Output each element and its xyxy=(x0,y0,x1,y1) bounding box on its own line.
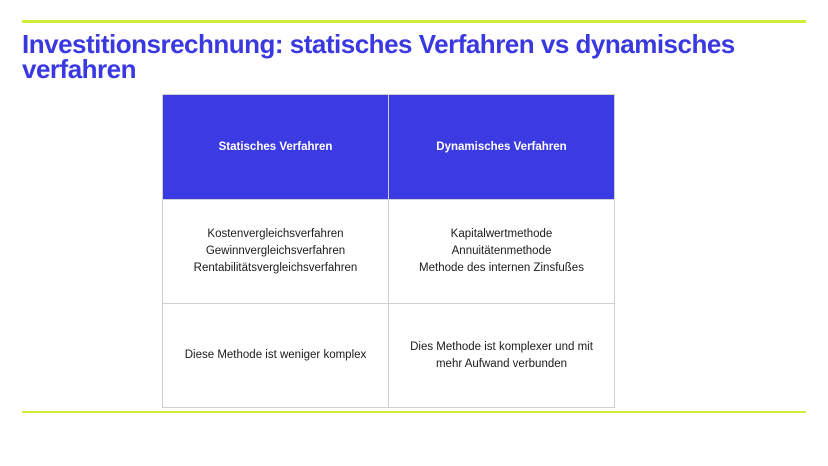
slide-title: Investitionsrechnung: statisches Verfahren vs dynamisches verfahren xyxy=(22,29,735,84)
list-item: Gewinnvergleichsverfahren xyxy=(205,245,346,257)
list-item: Kostenvergleichsverfahren xyxy=(207,228,344,240)
static-methods-cell xyxy=(163,200,389,304)
list-item: Methode des internen Zinsfußes xyxy=(419,262,584,274)
table-row xyxy=(163,200,615,304)
dynamic-note-cell: Dies Methode ist komplexer und mit mehr Aufwand verbunden xyxy=(389,304,615,408)
dynamic-methods-cell xyxy=(389,200,615,304)
static-note-cell: Diese Methode ist weniger komplex xyxy=(163,304,389,408)
table-header-row xyxy=(163,95,615,200)
comparison-table xyxy=(162,94,615,408)
header-dynamic: Dynamisches Verfahren xyxy=(389,95,615,200)
top-accent-line xyxy=(22,20,806,23)
list-item: Kapitalwertmethode xyxy=(450,228,553,240)
list-item: Annuitätenmethode xyxy=(451,245,552,257)
table-row xyxy=(163,304,615,408)
list-item: Rentabilitätsvergleichsverfahren xyxy=(193,262,358,274)
bottom-accent-line xyxy=(22,411,806,413)
header-static: Statisches Verfahren xyxy=(163,95,389,200)
